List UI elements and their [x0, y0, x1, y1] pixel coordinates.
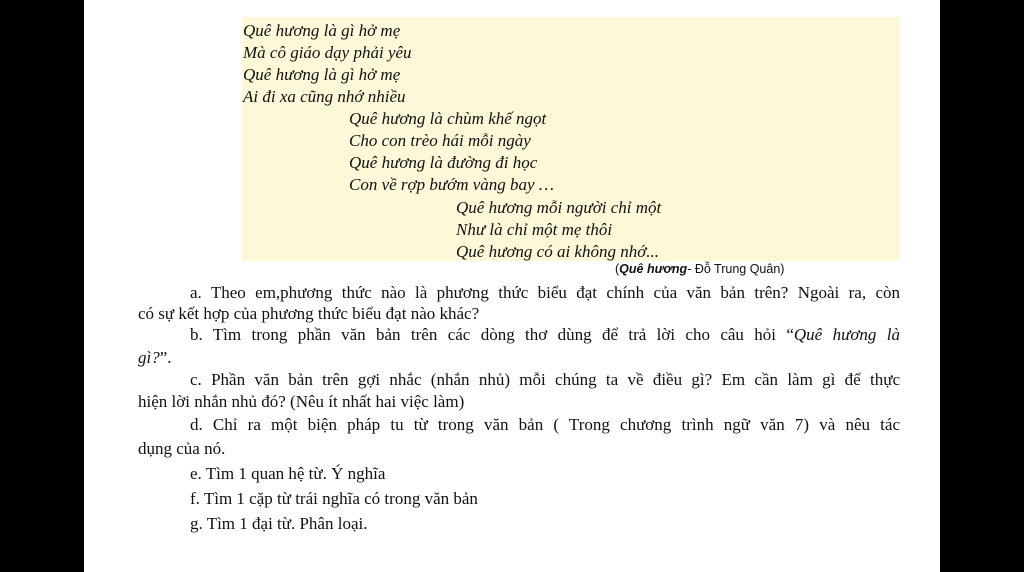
poem-line: Quê hương mỗi người chỉ một — [456, 198, 662, 217]
question-c-line1: c. Phần văn bản trên gợi nhắc (nhắn nhủ) mỗi chúng ta về điều gì? Em cần làm gì để thực — [190, 370, 900, 389]
document-page — [84, 0, 940, 572]
poem-line: Như là chỉ một mẹ thôi — [456, 220, 613, 239]
citation-title: Quê hương — [619, 262, 688, 276]
poem-citation: (Quê hương- Đỗ Trung Quân) — [615, 262, 785, 276]
question-b-quote: Quê hương là — [793, 325, 901, 344]
poem-line: Quê hương là gì hở mẹ — [243, 21, 401, 40]
question-c-line2: hiện lời nhắn nhủ đó? (Nêu ít nhất hai việc làm) — [138, 392, 465, 411]
question-a-line2: có sự kết hợp của phương thức biểu đạt nào khác? — [138, 304, 480, 323]
question-g: g. Tìm 1 đại từ. Phân loại. — [190, 514, 368, 533]
question-f: f. Tìm 1 cặp từ trái nghĩa có trong văn bản — [190, 489, 478, 508]
poem-line: Quê hương là gì hở mẹ — [243, 65, 401, 84]
poem-line: Cho con trèo hái mỗi ngày — [349, 131, 531, 150]
question-b-line1: b. Tìm trong phần văn bản trên các dòng thơ dùng để trả lời cho câu hỏi “Quê hương là — [190, 325, 901, 344]
question-a-line1: a. Theo em,phương thức nào là phương thức biểu đạt chính của văn bản trên? Ngoài ra, còn — [190, 283, 900, 302]
poem-line: Ai đi xa cũng nhớ nhiều — [243, 87, 406, 106]
citation-author: - Đỗ Trung Quân) — [687, 262, 785, 276]
poem-line: Quê hương là chùm khế ngọt — [349, 109, 547, 128]
question-b-line2: gì?”. — [138, 348, 172, 367]
question-e: e. Tìm 1 quan hệ từ. Ý nghĩa — [190, 464, 386, 483]
question-d-line1: d. Chỉ ra một biện pháp tu từ trong văn bản ( Trong chương trình ngữ văn 7) và nêu tác — [190, 415, 900, 434]
poem-line: Quê hương là đường đi học — [349, 153, 538, 172]
poem-line: Con về rợp bướm vàng bay … — [349, 175, 554, 194]
question-d-line2: dụng của nó. — [138, 439, 226, 458]
poem-line: Quê hương có ai không nhớ... — [456, 242, 660, 261]
poem-line: Mà cô giáo dạy phải yêu — [243, 43, 412, 62]
